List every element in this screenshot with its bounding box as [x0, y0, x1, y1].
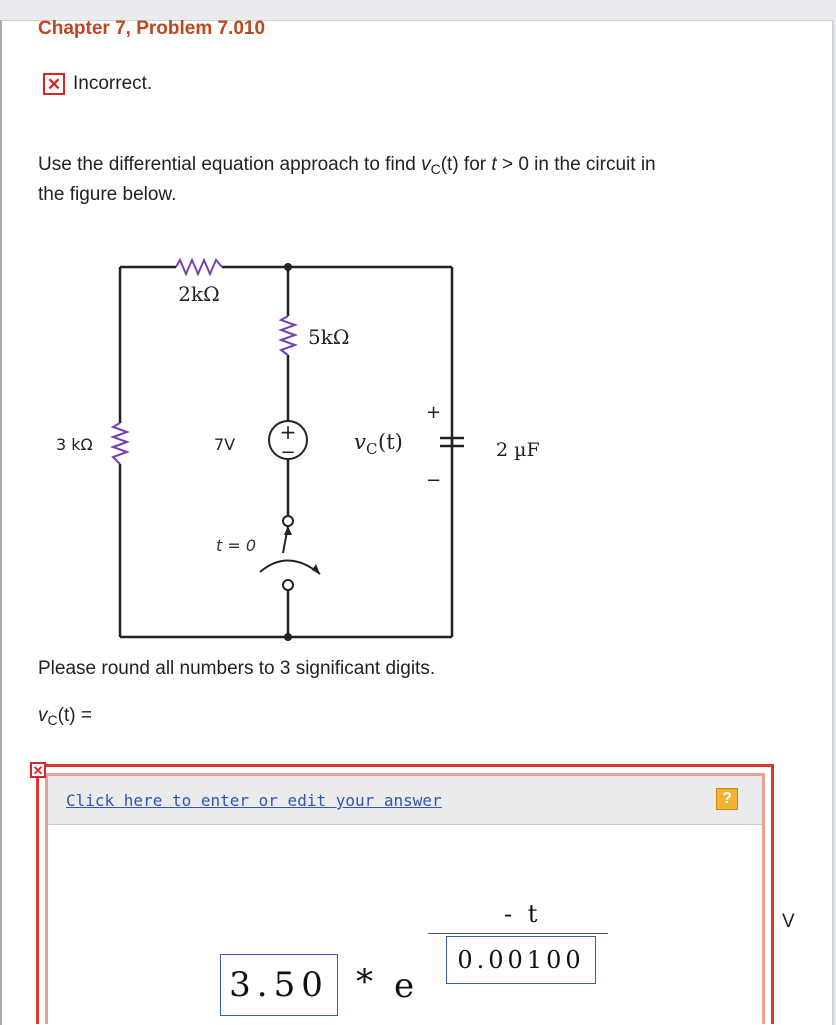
exp-base: e — [394, 966, 415, 1006]
resistor-5k — [281, 316, 295, 355]
source-minus: − — [280, 442, 296, 463]
label-vc-tail: (t) — [378, 430, 403, 454]
answer-label-tail: (t) = — [57, 705, 92, 726]
question-vc-sub: C — [430, 161, 441, 177]
question-part: > 0 in the circuit in — [496, 154, 656, 175]
status-text: Incorrect. — [73, 73, 153, 94]
answer-error-x-icon: ✕ — [30, 762, 46, 778]
label-vc: v — [354, 430, 366, 454]
question-text — [38, 150, 808, 209]
cap-plus: + — [426, 402, 442, 423]
resistor-2k — [176, 260, 222, 274]
cap-minus: − — [426, 470, 442, 491]
answer-label-sub: C — [47, 712, 58, 728]
status-row — [43, 71, 152, 97]
circuit-diagram — [48, 238, 540, 648]
exponent-numerator: - t — [504, 900, 542, 928]
source-plus: + — [279, 420, 297, 444]
answer-toolbar — [48, 776, 762, 825]
label-3k: 3 kΩ — [56, 435, 93, 454]
label-cap: 2 µF — [496, 439, 540, 461]
question-part: the figure below. — [38, 184, 177, 205]
fraction-line — [428, 933, 608, 934]
question-vc: v — [421, 154, 431, 175]
label-vc-sub: C — [366, 440, 378, 458]
question-part: (t) for — [440, 154, 492, 175]
problem-heading: Chapter 7, Problem 7.010 — [38, 18, 266, 39]
switch-arc-icon — [260, 560, 320, 574]
rounding-note: Please round all numbers to 3 significant digits. — [38, 658, 436, 679]
label-switch-time: t = 0 — [216, 536, 257, 555]
resistor-3k — [113, 423, 127, 464]
incorrect-x-icon: ✕ — [43, 73, 65, 95]
label-5k: 5kΩ — [308, 325, 350, 349]
coefficient-field[interactable]: 3.50 — [220, 954, 338, 1016]
question-part: Use the differential equation approach to find — [38, 154, 422, 175]
question-t: t — [491, 154, 497, 175]
label-2k: 2kΩ — [178, 282, 220, 306]
multiply-symbol: * — [356, 962, 373, 1002]
help-icon[interactable]: ? — [716, 788, 738, 810]
edit-answer-link[interactable]: Click here to enter or edit your answer — [66, 791, 442, 810]
unit-label: V — [782, 911, 795, 932]
label-7v: 7V — [214, 435, 236, 454]
exponent-denominator-field[interactable]: 0.00100 — [446, 936, 596, 984]
answer-label — [38, 705, 92, 727]
answer-label-v: v — [38, 705, 48, 726]
